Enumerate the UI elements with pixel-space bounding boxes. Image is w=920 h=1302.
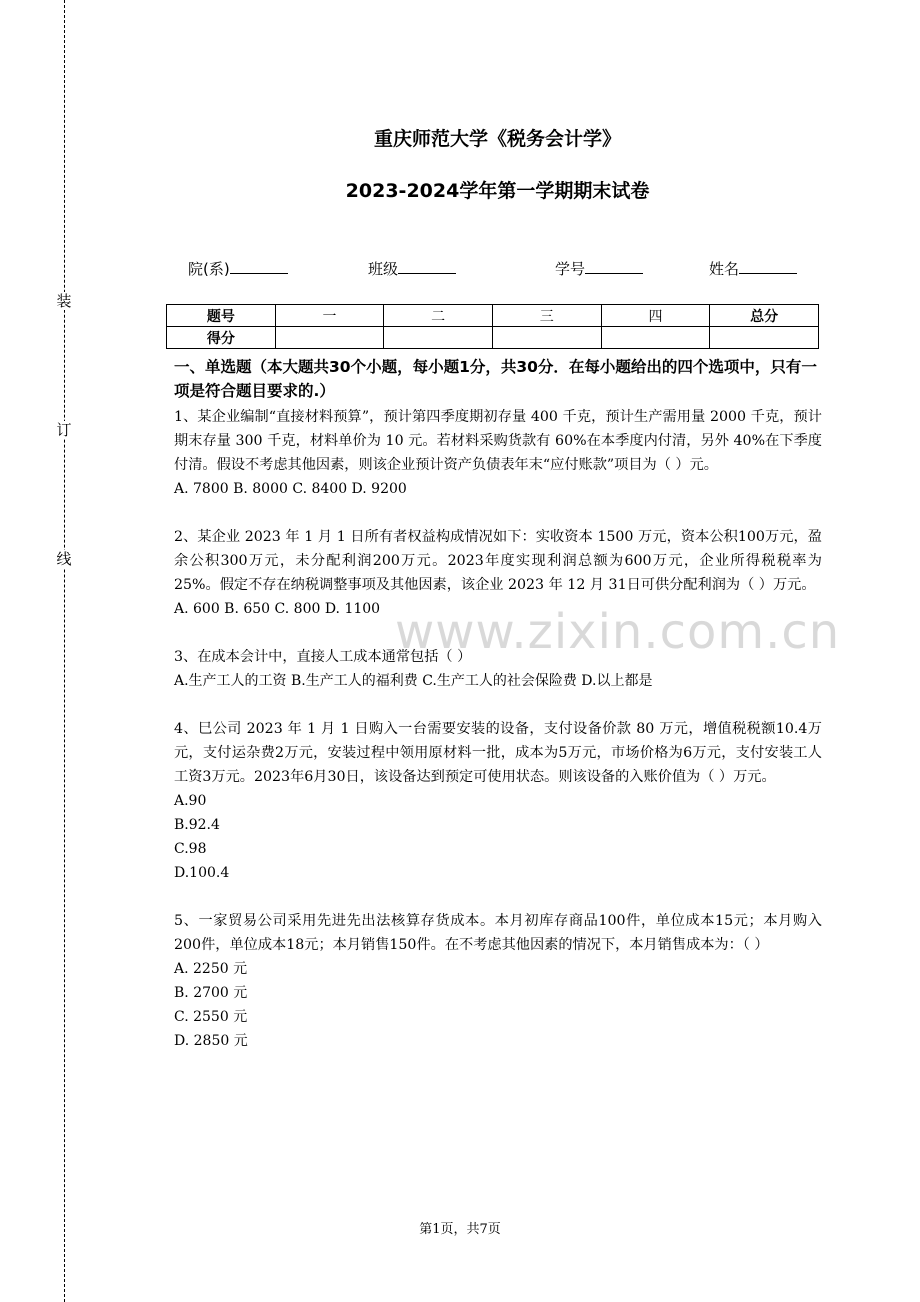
score-table-score-row <box>167 327 819 349</box>
question-text: 2、某企业 2023 年 1 月 1 日所有者权益构成情况如下：实收资本 1500 万元，资本公积100万元，盈余公积300万元，未分配利润200万元。2023年度实现利润总额为600万元，企业所得税税率为 25%。假定不存在纳税调整事项及其他因素，该企业 2023 年 12 月 31日可供分配利润为（ ）万元。 <box>174 529 822 593</box>
name-label: 姓名 <box>709 260 740 278</box>
score-header-cell: 总分 <box>710 305 819 327</box>
question-option: A. 2250 元 <box>174 961 248 977</box>
binding-char-xian: 线 <box>56 550 72 568</box>
exam-subtitle: 2023-2024学年第一学期期末试卷 <box>345 180 650 202</box>
score-cell[interactable] <box>275 327 384 349</box>
class-field[interactable] <box>368 258 456 279</box>
student-id-blank[interactable] <box>585 258 643 274</box>
student-id-label: 学号 <box>555 260 586 278</box>
college-field[interactable] <box>188 258 288 279</box>
score-header-cell: 二 <box>384 305 493 327</box>
question-option: B. 2700 元 <box>174 985 248 1001</box>
score-cell[interactable] <box>601 327 710 349</box>
class-blank[interactable] <box>398 258 456 274</box>
score-cell[interactable] <box>710 327 819 349</box>
question-option: A. 600 B. 650 C. 800 D. 1100 <box>174 601 381 617</box>
section-heading: 一、单选题（本大题共30个小题，每小题1分，共30分．在每小题给出的四个选项中，只有一项是符合题目要求的.） <box>174 358 817 400</box>
score-table <box>166 304 819 349</box>
score-cell[interactable] <box>492 327 601 349</box>
question-text: 1、某企业编制“直接材料预算”，预计第四季度期初存量 400 千克，预计生产需用量 2000 千克，预计期末存量 300 千克，材料单价为 10 元。若材料采购货款有 60%在本季度内付清，另外 40%在下季度付清。假设不考虑其他因素，则该企业预计资产负债表年末“应付账款”项目为（ ）元。 <box>174 409 822 473</box>
score-row-label: 得分 <box>167 327 276 349</box>
student-id-field[interactable] <box>555 258 643 279</box>
score-cell[interactable] <box>384 327 493 349</box>
question-option: B.92.4 <box>174 817 220 833</box>
score-header-cell: 四 <box>601 305 710 327</box>
question-option: D.100.4 <box>174 865 230 881</box>
question-text: 4、巳公司 2023 年 1 月 1 日购入一台需要安装的设备，支付设备价款 80 万元，增值税税额10.4万元，支付运杂费2万元，安装过程中领用原材料一批，成本为5万元，市场价格为6万元，支付安装工人工资3万元。2023年6月30日，该设备达到预定可使用状态。则该设备的入账价值为（ ）万元。 <box>174 721 822 785</box>
score-header-cell: 一 <box>275 305 384 327</box>
binding-char-ding: 订 <box>56 421 72 439</box>
binding-char-zhuang: 装 <box>56 292 72 310</box>
name-field[interactable] <box>709 258 797 279</box>
question-content <box>174 355 822 1053</box>
question-option: A.90 <box>174 793 207 809</box>
watermark: www.zixin.com.cn <box>395 604 841 660</box>
score-header-cell: 题号 <box>167 305 276 327</box>
question-option: A.生产工人的工资 B.生产工人的福利费 C.生产工人的社会保险费 D.以上都是 <box>174 673 653 689</box>
exam-title: 重庆师范大学《税务会计学》 <box>373 128 621 150</box>
question-option: C. 2550 元 <box>174 1009 248 1025</box>
binding-dashed-line <box>64 0 65 1302</box>
question-text: 5、一家贸易公司采用先进先出法核算存货成本。本月初库存商品100件，单位成本15元；本月购入200件，单位成本18元；本月销售150件。在不考虑其他因素的情况下，本月销售成本为：（ ） <box>174 913 822 953</box>
question-option: C.98 <box>174 841 207 857</box>
question-option: A. 7800 B. 8000 C. 8400 D. 9200 <box>174 481 407 497</box>
score-header-cell: 三 <box>492 305 601 327</box>
score-table-header-row <box>167 305 819 327</box>
class-label: 班级 <box>368 260 399 278</box>
college-label: 院(系) <box>188 260 230 278</box>
question-option: D. 2850 元 <box>174 1033 248 1049</box>
name-blank[interactable] <box>739 258 797 274</box>
page-footer: 第1页，共7页 <box>419 1222 501 1237</box>
question-text: 3、在成本会计中，直接人工成本通常包括（ ） <box>174 649 472 665</box>
college-blank[interactable] <box>230 258 288 274</box>
